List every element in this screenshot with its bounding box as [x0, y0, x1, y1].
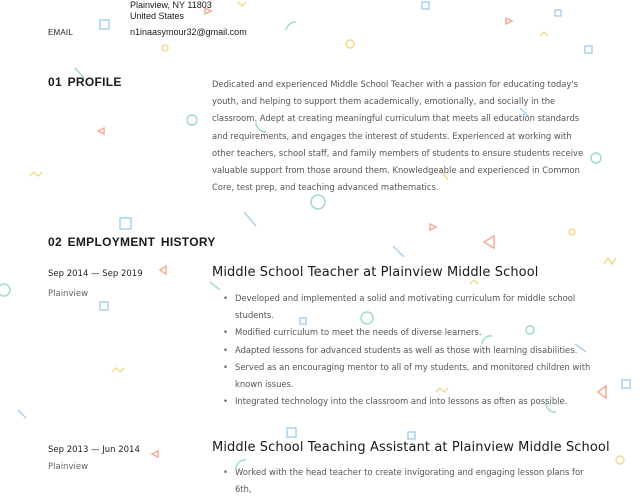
job-title: Middle School Teaching Assistant at Plainview Middle School: [212, 440, 610, 455]
job-bullet: • Integrated technology into the classroom and into lessons as often as possible.: [212, 393, 592, 410]
job-bullet: • Worked with the head teacher to create invigorating and engaging lesson plans for 6th,: [212, 464, 592, 498]
email-link[interactable]: n1inaasymour32@gmail.com: [130, 27, 247, 37]
job-bullet: • Developed and implemented a solid and motivating curriculum for middle school students.: [212, 290, 592, 324]
job-title: Middle School Teacher at Plainview Middle School: [212, 265, 539, 280]
job-bullets: [212, 464, 592, 498]
job-dates: Sep 2013 — Jun 2014: [48, 445, 140, 455]
job-location: Plainview: [48, 462, 89, 472]
address-line: Plainview, NY 11803: [130, 0, 212, 10]
job-bullet: • Modified curriculum to meet the needs of diverse learners.: [212, 324, 592, 341]
email-label: EMAIL: [48, 28, 74, 37]
job-bullet: • Adapted lessons for advanced students as well as those with learning disabilities.: [212, 342, 592, 359]
job-bullet: • Served as an encouraging mentor to all of my students, and monitored children with known issues.: [212, 359, 592, 393]
profile-heading: 01 PROFILE: [48, 75, 122, 89]
profile-summary: Dedicated and experienced Middle School Teacher with a passion for educating today's youth, and helping to support them academically, emotionally, and socially in the classroom. Adept at creating meaningful curriculum that meets all education standards and requirements, and engages the interest of students. Experienced at working with other teachers, school staff, and family members of students to ensure students receive valuable support from those around them. Knowledgeable and experienced in Common Core, test prep, and teaching advanced mathematics.: [212, 79, 584, 193]
job-dates: Sep 2014 — Sep 2019: [48, 269, 143, 279]
job-location: Plainview: [48, 289, 89, 299]
country: United States: [130, 11, 185, 21]
job-bullets: [212, 290, 592, 410]
employment-heading: 02 EMPLOYMENT HISTORY: [48, 235, 216, 249]
